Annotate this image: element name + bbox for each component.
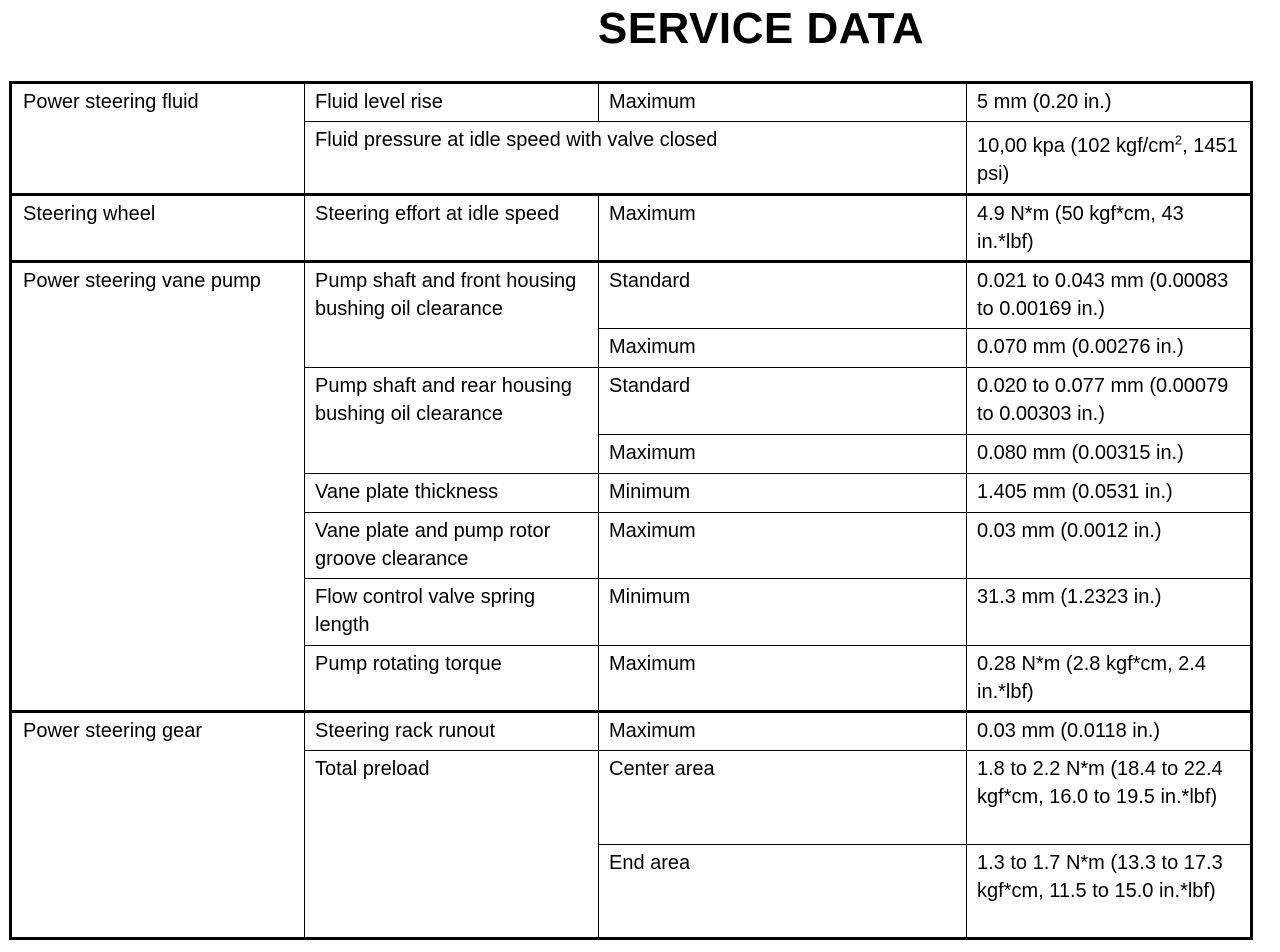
spec-cell: Pump rotating torque [305, 646, 599, 712]
value-cell: 5 mm (0.20 in.) [967, 83, 1252, 122]
value-cell: 1.405 mm (0.0531 in.) [967, 474, 1252, 513]
spec-cell: Steering rack runout [305, 712, 599, 751]
condition-cell: Maximum [599, 435, 967, 474]
spec-cell: Total preload [305, 751, 599, 939]
condition-cell: Standard [599, 262, 967, 329]
condition-cell: Standard [599, 368, 967, 435]
condition-cell: Maximum [599, 712, 967, 751]
value-cell: 0.03 mm (0.0118 in.) [967, 712, 1252, 751]
item-cell: Power steering vane pump [11, 262, 305, 712]
value-cell: 0.080 mm (0.00315 in.) [967, 435, 1252, 474]
table-row [11, 262, 1252, 329]
value-cell [967, 122, 1252, 195]
condition-cell: Maximum [599, 329, 967, 368]
value-cell: 1.3 to 1.7 N*m (13.3 to 17.3 kgf*cm, 11.5 to 15.0 in.*lbf) [967, 845, 1252, 939]
spec-cell: Vane plate and pump rotor groove clearance [305, 513, 599, 579]
value-cell: 4.9 N*m (50 kgf*cm, 43 in.*lbf) [967, 195, 1252, 262]
condition-cell: Maximum [599, 83, 967, 122]
value-cell: 1.8 to 2.2 N*m (18.4 to 22.4 kgf*cm, 16.0 to 19.5 in.*lbf) [967, 751, 1252, 845]
spec-cell: Vane plate thickness [305, 474, 599, 513]
spec-cell: Pump shaft and front housing bushing oil clearance [305, 262, 599, 368]
condition-cell: End area [599, 845, 967, 939]
service-data-table [9, 81, 1253, 940]
condition-cell: Maximum [599, 646, 967, 712]
spec-cell: Fluid level rise [305, 83, 599, 122]
item-cell: Steering wheel [11, 195, 305, 262]
value-cell: 0.070 mm (0.00276 in.) [967, 329, 1252, 368]
condition-cell: Minimum [599, 579, 967, 646]
condition-cell: Maximum [599, 513, 967, 579]
value-text: , 1451 psi) [977, 135, 1238, 185]
value-cell: 0.28 N*m (2.8 kgf*cm, 2.4 in.*lbf) [967, 646, 1252, 712]
condition-cell: Center area [599, 751, 967, 845]
page-title: SERVICE DATA [597, 4, 925, 53]
value-cell: 0.021 to 0.043 mm (0.00083 to 0.00169 in.) [967, 262, 1252, 329]
value-cell: 31.3 mm (1.2323 in.) [967, 579, 1252, 646]
table-row [11, 83, 1252, 122]
superscript: 2 [1174, 132, 1183, 148]
value-text: 10,00 kpa (102 kgf/cm [977, 135, 1175, 157]
spec-cell: Fluid pressure at idle speed with valve closed [305, 122, 967, 195]
spec-cell: Pump shaft and rear housing bushing oil clearance [305, 368, 599, 474]
value-cell: 0.03 mm (0.0012 in.) [967, 513, 1252, 579]
item-cell: Power steering gear [11, 712, 305, 939]
item-cell: Power steering fluid [11, 83, 305, 195]
spec-cell: Flow control valve spring length [305, 579, 599, 646]
value-cell: 0.020 to 0.077 mm (0.00079 to 0.00303 in.) [967, 368, 1252, 435]
condition-cell: Minimum [599, 474, 967, 513]
spec-cell: Steering effort at idle speed [305, 195, 599, 262]
table-row [11, 195, 1252, 262]
condition-cell: Maximum [599, 195, 967, 262]
table-row [11, 712, 1252, 751]
